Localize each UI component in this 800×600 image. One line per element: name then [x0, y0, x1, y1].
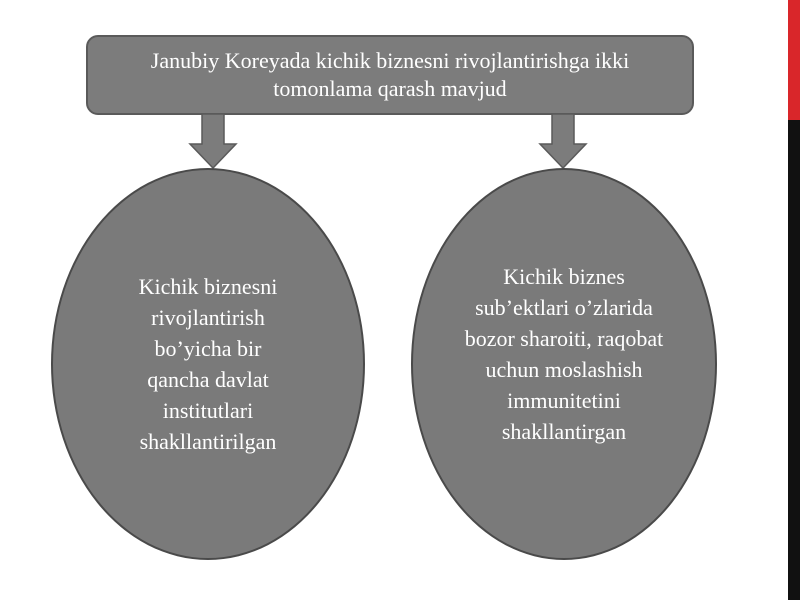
title-box: [86, 35, 694, 115]
left-arrow: [188, 114, 238, 170]
title-text: Janubiy Koreyada kichik biznesni rivojlantirishga ikki tomonlama qarash mavjud: [150, 48, 630, 101]
left-ellipse-node: [51, 168, 365, 560]
left-node-text: Kichik biznesni rivojlantirish bo’yicha bir qancha davlat institutlari shakllantirilgan: [138, 274, 278, 454]
right-node-text: Kichik biznes sub’ektlari o’zlarida bozor sharoiti, raqobat uchun moslashish immunitetini shakllantirgan: [464, 264, 664, 444]
edge-accent-black: [788, 120, 800, 600]
right-arrow: [538, 114, 588, 170]
right-ellipse-node: [411, 168, 717, 560]
edge-accent-red: [788, 0, 800, 120]
